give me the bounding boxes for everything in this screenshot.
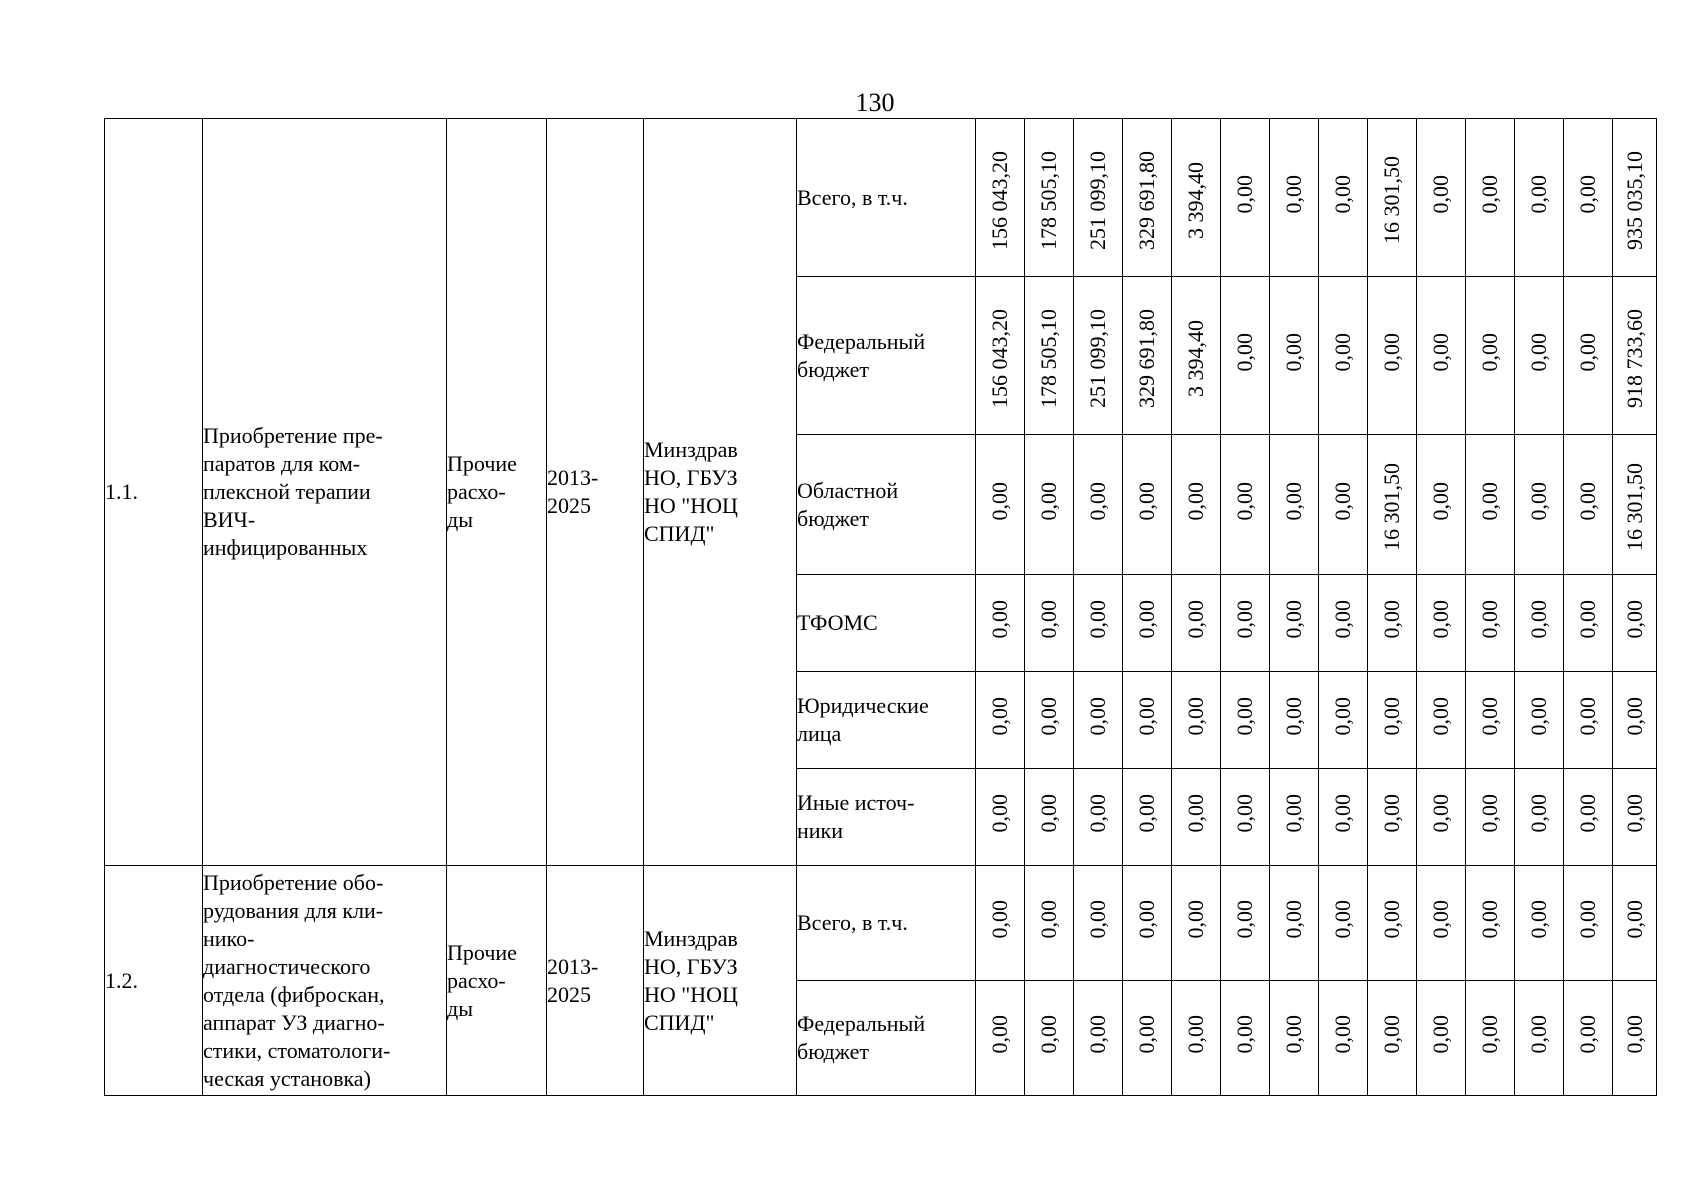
amount-cell — [1319, 769, 1368, 866]
amount-value: 0,00 — [1232, 600, 1257, 639]
amount-value: 0,00 — [1575, 697, 1600, 736]
amount-value: 178 505,10 — [1036, 308, 1061, 408]
amount-value: 0,00 — [1232, 174, 1257, 214]
amount-cell — [1123, 769, 1172, 866]
amount-cell — [1368, 435, 1417, 575]
item-title: Приобретение пре- паратов для ком- плексной терапии ВИЧ- инфицированных — [203, 119, 447, 866]
amount-value: 0,00 — [1575, 332, 1600, 372]
amount-cell — [1319, 672, 1368, 769]
amount-value: 0,00 — [1428, 697, 1453, 736]
amount-cell — [1466, 981, 1515, 1096]
amount-value: 918 733,60 — [1621, 308, 1647, 408]
amount-value: 3 394,40 — [1183, 161, 1208, 239]
amount-value: 0,00 — [1575, 600, 1600, 639]
amount-value: 156 043,20 — [987, 150, 1012, 250]
amount-cell — [1613, 277, 1657, 435]
amount-cell — [1025, 981, 1074, 1096]
amount-cell — [1221, 575, 1270, 672]
amount-value: 0,00 — [1575, 481, 1600, 521]
amount-cell — [1466, 575, 1515, 672]
amount-value: 0,00 — [1526, 481, 1551, 521]
amount-value: 0,00 — [1621, 794, 1647, 833]
amount-value: 0,00 — [1379, 1015, 1404, 1054]
funding-source: Федеральный бюджет — [797, 981, 976, 1096]
amount-value: 16 301,50 — [1621, 463, 1647, 551]
amount-value: 0,00 — [1085, 1015, 1110, 1054]
amount-value: 0,00 — [1330, 481, 1355, 521]
page-number: 130 — [855, 88, 895, 117]
amount-cell — [1270, 769, 1319, 866]
amount-value: 0,00 — [1281, 174, 1306, 214]
amount-cell — [1613, 575, 1657, 672]
amount-value: 251 099,10 — [1085, 308, 1110, 408]
item-number: 1.1. — [105, 119, 203, 866]
amount-value: 0,00 — [1134, 794, 1159, 833]
amount-value: 0,00 — [1330, 174, 1355, 214]
amount-value: 0,00 — [1428, 1015, 1453, 1054]
amount-cell — [1270, 981, 1319, 1096]
funding-source: Юридические лица — [797, 672, 976, 769]
amount-value: 0,00 — [1621, 1015, 1647, 1054]
amount-cell — [1564, 575, 1613, 672]
period: 2013- 2025 — [547, 866, 644, 1096]
amount-cell — [1564, 981, 1613, 1096]
amount-cell — [1515, 769, 1564, 866]
amount-cell — [1074, 769, 1123, 866]
amount-cell — [1564, 435, 1613, 575]
amount-cell — [1417, 769, 1466, 866]
amount-value: 0,00 — [1379, 900, 1404, 939]
amount-cell — [1319, 866, 1368, 981]
amount-cell — [1123, 277, 1172, 435]
amount-value: 0,00 — [1379, 697, 1404, 736]
amount-value: 0,00 — [1575, 174, 1600, 214]
amount-value: 0,00 — [1621, 697, 1647, 736]
amount-value: 0,00 — [1428, 794, 1453, 833]
funding-source: Областной бюджет — [797, 435, 976, 575]
amount-value: 0,00 — [1428, 332, 1453, 372]
amount-value: 0,00 — [1036, 697, 1061, 736]
funding-source: Всего, в т.ч. — [797, 866, 976, 981]
amount-value: 0,00 — [1232, 900, 1257, 939]
amount-cell — [976, 866, 1025, 981]
amount-cell — [1074, 575, 1123, 672]
amount-value: 0,00 — [1477, 697, 1502, 736]
amount-value: 0,00 — [1477, 332, 1502, 372]
amount-cell — [1319, 981, 1368, 1096]
amount-value: 0,00 — [1183, 697, 1208, 736]
amount-value: 16 301,50 — [1379, 463, 1404, 551]
amount-cell — [1123, 119, 1172, 277]
amount-cell — [1417, 866, 1466, 981]
table-row — [105, 866, 1657, 981]
amount-value: 0,00 — [1232, 1015, 1257, 1054]
amount-cell — [1270, 435, 1319, 575]
amount-cell — [1515, 119, 1564, 277]
amount-value: 0,00 — [1330, 600, 1355, 639]
amount-value: 0,00 — [1330, 1015, 1355, 1054]
funding-source: Федеральный бюджет — [797, 277, 976, 435]
amount-value: 178 505,10 — [1036, 150, 1061, 250]
amount-cell — [1074, 277, 1123, 435]
expense-type: Прочие расхо- ды — [447, 866, 547, 1096]
amount-value: 0,00 — [1428, 900, 1453, 939]
amount-cell — [1074, 119, 1123, 277]
amount-value: 0,00 — [1330, 332, 1355, 372]
amount-cell — [1466, 866, 1515, 981]
amount-value: 0,00 — [1575, 794, 1600, 833]
amount-cell — [1613, 435, 1657, 575]
amount-cell — [1368, 277, 1417, 435]
amount-value: 0,00 — [1477, 174, 1502, 214]
period: 2013- 2025 — [547, 119, 644, 866]
amount-cell — [1368, 769, 1417, 866]
amount-cell — [976, 672, 1025, 769]
amount-cell — [1319, 277, 1368, 435]
program-financing-table — [104, 118, 1657, 1096]
amount-cell — [976, 981, 1025, 1096]
amount-cell — [1270, 119, 1319, 277]
funding-source: Иные источ- ники — [797, 769, 976, 866]
amount-cell — [1613, 866, 1657, 981]
amount-value: 0,00 — [1085, 900, 1110, 939]
amount-cell — [1515, 435, 1564, 575]
amount-value: 0,00 — [1526, 900, 1551, 939]
amount-value: 0,00 — [1428, 600, 1453, 639]
amount-value: 0,00 — [1477, 481, 1502, 521]
amount-value: 16 301,50 — [1379, 156, 1404, 244]
amount-value: 251 099,10 — [1085, 150, 1110, 250]
amount-value: 0,00 — [1232, 794, 1257, 833]
amount-value: 0,00 — [1134, 1015, 1159, 1054]
amount-value: 0,00 — [987, 900, 1012, 939]
amount-cell — [1466, 435, 1515, 575]
amount-cell — [1221, 981, 1270, 1096]
amount-value: 0,00 — [1428, 174, 1453, 214]
amount-cell — [976, 119, 1025, 277]
amount-cell — [1025, 672, 1074, 769]
amount-cell — [976, 435, 1025, 575]
amount-cell — [1172, 981, 1221, 1096]
amount-value: 0,00 — [987, 600, 1012, 639]
amount-value: 156 043,20 — [987, 308, 1012, 408]
amount-cell — [1368, 981, 1417, 1096]
amount-cell — [1172, 575, 1221, 672]
amount-cell — [1172, 277, 1221, 435]
amount-value: 0,00 — [1477, 600, 1502, 639]
amount-value: 3 394,40 — [1183, 319, 1208, 397]
amount-cell — [976, 575, 1025, 672]
amount-value: 0,00 — [1134, 600, 1159, 639]
amount-cell — [1368, 866, 1417, 981]
amount-value: 935 035,10 — [1621, 150, 1647, 250]
amount-cell — [1074, 866, 1123, 981]
amount-cell — [1564, 672, 1613, 769]
amount-value: 0,00 — [1526, 600, 1551, 639]
amount-cell — [1417, 277, 1466, 435]
amount-cell — [1123, 672, 1172, 769]
amount-cell — [1123, 435, 1172, 575]
amount-value: 0,00 — [1036, 1015, 1061, 1054]
amount-value: 0,00 — [1183, 600, 1208, 639]
amount-cell — [1368, 119, 1417, 277]
amount-cell — [1172, 672, 1221, 769]
amount-value: 0,00 — [987, 794, 1012, 833]
amount-value: 0,00 — [1281, 697, 1306, 736]
amount-cell — [1613, 672, 1657, 769]
amount-value: 0,00 — [1281, 600, 1306, 639]
amount-cell — [1123, 866, 1172, 981]
amount-value: 0,00 — [1281, 1015, 1306, 1054]
amount-value: 0,00 — [1036, 600, 1061, 639]
amount-cell — [1319, 575, 1368, 672]
amount-value: 0,00 — [1281, 794, 1306, 833]
executor: Минздрав НО, ГБУЗ НО "НОЦ СПИД" — [644, 119, 797, 866]
amount-cell — [1368, 575, 1417, 672]
amount-value: 0,00 — [1575, 1015, 1600, 1054]
amount-cell — [1123, 981, 1172, 1096]
amount-cell — [1221, 769, 1270, 866]
amount-cell — [1074, 981, 1123, 1096]
amount-value: 0,00 — [987, 697, 1012, 736]
amount-value: 0,00 — [1330, 900, 1355, 939]
amount-cell — [1466, 119, 1515, 277]
amount-cell — [976, 277, 1025, 435]
amount-value: 0,00 — [1330, 794, 1355, 833]
amount-cell — [1466, 277, 1515, 435]
amount-value: 0,00 — [1477, 900, 1502, 939]
amount-value: 0,00 — [1621, 900, 1647, 939]
amount-value: 0,00 — [1036, 900, 1061, 939]
amount-cell — [1515, 866, 1564, 981]
amount-cell — [1417, 575, 1466, 672]
amount-value: 0,00 — [1379, 794, 1404, 833]
amount-value: 0,00 — [1232, 332, 1257, 372]
amount-value: 0,00 — [1134, 481, 1159, 521]
amount-value: 0,00 — [1134, 697, 1159, 736]
amount-cell — [1564, 277, 1613, 435]
amount-cell — [1025, 119, 1074, 277]
amount-value: 0,00 — [1281, 900, 1306, 939]
amount-cell — [1613, 769, 1657, 866]
amount-value: 0,00 — [1085, 600, 1110, 639]
amount-value: 0,00 — [1477, 1015, 1502, 1054]
amount-cell — [1172, 435, 1221, 575]
amount-cell — [1319, 435, 1368, 575]
amount-value: 0,00 — [987, 1015, 1012, 1054]
amount-value: 0,00 — [1036, 794, 1061, 833]
amount-value: 0,00 — [1232, 697, 1257, 736]
amount-value: 0,00 — [1281, 481, 1306, 521]
amount-cell — [1221, 866, 1270, 981]
amount-cell — [1368, 672, 1417, 769]
item-title: Приобретение обо- рудования для кли- нико- диагностического отдела (фиброскан, аппарат УЗ диагно- стики, стоматологи- ческая установка) — [203, 866, 447, 1096]
amount-cell — [1270, 575, 1319, 672]
amount-value: 0,00 — [1526, 697, 1551, 736]
amount-value: 0,00 — [1428, 481, 1453, 521]
amount-value: 329 691,80 — [1134, 308, 1159, 408]
expense-type: Прочие расхо- ды — [447, 119, 547, 866]
amount-cell — [1515, 672, 1564, 769]
amount-cell — [1221, 119, 1270, 277]
amount-cell — [1025, 277, 1074, 435]
amount-cell — [1466, 672, 1515, 769]
amount-value: 0,00 — [1036, 481, 1061, 521]
amount-cell — [1270, 672, 1319, 769]
amount-value: 0,00 — [1526, 1015, 1551, 1054]
amount-value: 0,00 — [1379, 600, 1404, 639]
amount-cell — [1564, 769, 1613, 866]
amount-cell — [1221, 672, 1270, 769]
amount-value: 0,00 — [987, 481, 1012, 521]
amount-cell — [1172, 769, 1221, 866]
amount-cell — [1466, 769, 1515, 866]
amount-cell — [1025, 866, 1074, 981]
amount-value: 0,00 — [1232, 481, 1257, 521]
amount-cell — [1515, 575, 1564, 672]
amount-value: 0,00 — [1575, 900, 1600, 939]
funding-source: ТФОМС — [797, 575, 976, 672]
amount-cell — [1613, 981, 1657, 1096]
amount-value: 0,00 — [1330, 697, 1355, 736]
amount-cell — [1123, 575, 1172, 672]
amount-cell — [1417, 672, 1466, 769]
amount-value: 0,00 — [1183, 794, 1208, 833]
amount-value: 0,00 — [1526, 332, 1551, 372]
table-row — [105, 119, 1657, 277]
amount-value: 0,00 — [1379, 332, 1404, 372]
amount-value: 0,00 — [1621, 600, 1647, 639]
amount-cell — [1172, 119, 1221, 277]
amount-cell — [1074, 435, 1123, 575]
amount-cell — [1564, 119, 1613, 277]
item-number: 1.2. — [105, 866, 203, 1096]
amount-value: 0,00 — [1183, 900, 1208, 939]
amount-value: 0,00 — [1477, 794, 1502, 833]
amount-cell — [1025, 435, 1074, 575]
amount-value: 0,00 — [1085, 697, 1110, 736]
amount-value: 329 691,80 — [1134, 150, 1159, 250]
amount-cell — [1564, 866, 1613, 981]
amount-value: 0,00 — [1183, 481, 1208, 521]
funding-source: Всего, в т.ч. — [797, 119, 976, 277]
amount-cell — [1613, 119, 1657, 277]
amount-value: 0,00 — [1085, 481, 1110, 521]
amount-cell — [1417, 435, 1466, 575]
amount-value: 0,00 — [1134, 900, 1159, 939]
amount-cell — [1515, 981, 1564, 1096]
amount-value: 0,00 — [1281, 332, 1306, 372]
amount-value: 0,00 — [1526, 174, 1551, 214]
amount-cell — [1172, 866, 1221, 981]
amount-cell — [1025, 575, 1074, 672]
executor: Минздрав НО, ГБУЗ НО "НОЦ СПИД" — [644, 866, 797, 1096]
amount-value: 0,00 — [1526, 794, 1551, 833]
amount-cell — [1515, 277, 1564, 435]
amount-cell — [1074, 672, 1123, 769]
amount-cell — [1270, 277, 1319, 435]
amount-cell — [1025, 769, 1074, 866]
amount-cell — [1417, 119, 1466, 277]
amount-cell — [1221, 435, 1270, 575]
amount-cell — [1221, 277, 1270, 435]
amount-value: 0,00 — [1183, 1015, 1208, 1054]
amount-cell — [1319, 119, 1368, 277]
amount-cell — [1270, 866, 1319, 981]
amount-value: 0,00 — [1085, 794, 1110, 833]
amount-cell — [1417, 981, 1466, 1096]
amount-cell — [976, 769, 1025, 866]
